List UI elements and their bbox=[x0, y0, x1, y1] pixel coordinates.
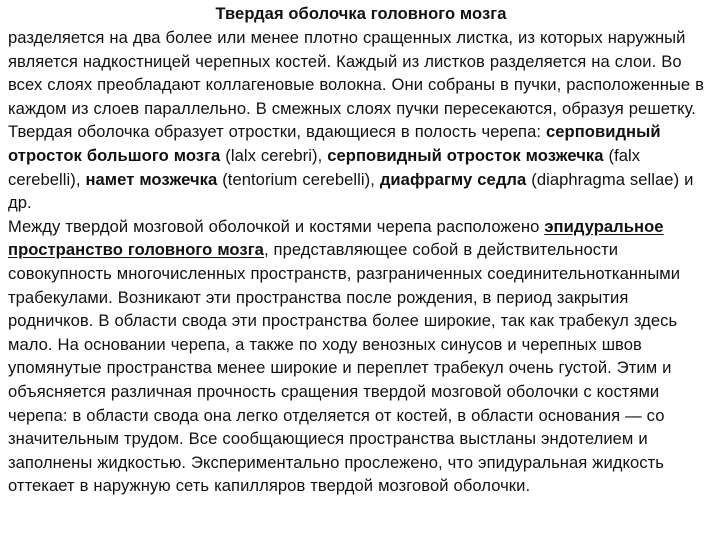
term-tentorium-cerebelli: намет мозжечка bbox=[85, 169, 218, 189]
term-diaphragma-sellae: диафрагму седла bbox=[379, 169, 527, 189]
text-run: (diaphragma sellae) и др. bbox=[8, 169, 694, 213]
text-run: разделяется на два более или менее плотно сращенных листка, из которых наружный является надкостницей черепных костей. Каждый из листков разделяется на слои. Во всех слоях преобладают коллагеновые волокна. Они собраны в пучки, расположенные в каждом из слоев параллельно. В смежных слоях пучки пересекаются, образуя решетку. Твердая оболочка образует отростки, вдающиеся в полость черепа: bbox=[8, 28, 705, 142]
text-run: (tentorium cerebelli), bbox=[217, 169, 380, 189]
text-run: , представляющее собой в действительности совокупность многочисленных пространств, разграниченных соединительнотканными трабекулами. Возникают эти пространства после рождения, в период закрытия родничков. В области свода эти пространства более широкие, так как трабекул здесь мало. На основании черепа, а также по ходу венозных синусов и черепных швов упомянутые пространства менее широкие и переплет трабекул очень густой. Этим и объясняется различная прочность сращения твердой мозговой оболочки с костями черепа: в области свода она легко отделяется от костей, в области основания — со значительным трудом. Все сообщающиеся пространства выстланы эндотелием и заполнены жидкостью. Экспериментально прослежено, что эпидуральная жидкость оттекает в наружную сеть капилляров твердой мозговой оболочки. bbox=[8, 240, 681, 496]
term-epidural-space: эпидуральное пространство головного мозга bbox=[8, 216, 664, 260]
text-run: (lalx cerebri), bbox=[220, 145, 328, 165]
slide-title: Твердая оболочка головного мозга bbox=[215, 5, 507, 23]
paragraph-epidural-space bbox=[8, 215, 714, 498]
text-run: (falx cerebelli), bbox=[8, 145, 641, 189]
paragraph-dura-mater-structure bbox=[8, 26, 714, 215]
term-falx-cerebri: серповидный отросток большого мозга bbox=[8, 122, 661, 165]
term-falx-cerebelli: серповидный отросток мозжечка bbox=[327, 145, 604, 165]
text-run: Между твердой мозговой оболочкой и костями черепа расположено bbox=[8, 216, 545, 236]
